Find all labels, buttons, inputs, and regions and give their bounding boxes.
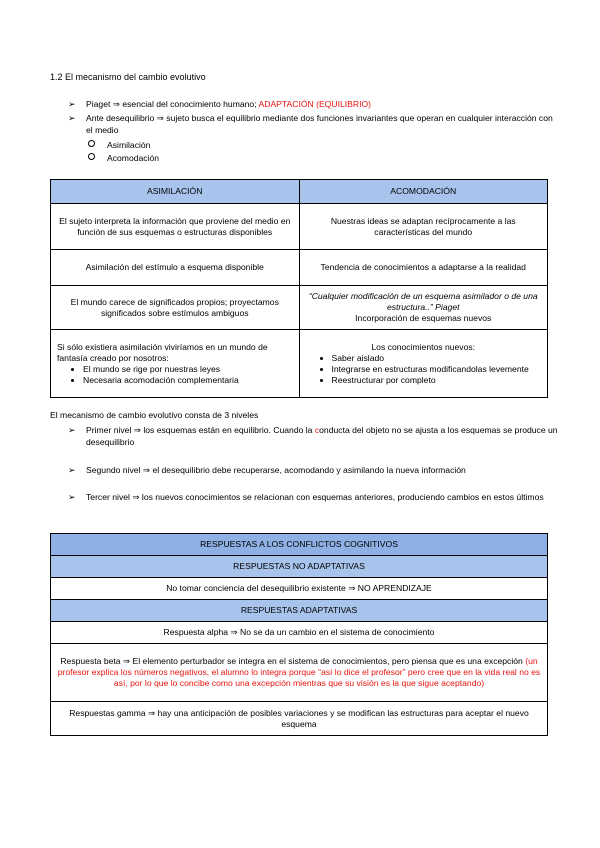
respuesta-beta: Respuesta beta ⇒ El elemento perturbador se integra en el sistema de conocimientos, pero piensa que es una excepción (un profesor explica los números negativos, el alumno lo integra porque “así lo dice el profesor” pero cree que en la vida real no es así, por lo que lo concibe como una excepción mientras que su visión es la que sigue aceptando) bbox=[51, 644, 548, 702]
circle-bullet-icon bbox=[88, 153, 95, 160]
function-item: Asimilación bbox=[88, 139, 150, 151]
respuesta-alpha: Respuesta alpha ⇒ No se da un cambio en el sistema de conocimiento bbox=[51, 622, 548, 644]
table-row bbox=[51, 330, 548, 398]
intro-bullet-piaget: ➢ Piaget ⇒ esencial del conocimiento humano; ADAPTACIÓN (EQUILIBRIO) bbox=[68, 99, 372, 109]
table-header-acomodacion: ACOMODACIÓN bbox=[299, 180, 548, 204]
adaptativas-header: RESPUESTAS ADAPTATIVAS bbox=[51, 600, 548, 622]
arrow-bullet-icon: ➢ bbox=[68, 465, 76, 475]
table-cell: Asimilación del estímulo a esquema disponible bbox=[51, 250, 300, 286]
no-adaptativas-header: RESPUESTAS NO ADAPTATIVAS bbox=[51, 556, 548, 578]
circle-bullet-icon bbox=[88, 140, 95, 147]
respuesta-gamma: Respuestas gamma ⇒ hay una anticipación de posibles variaciones y se modifican las estructuras para aceptar el nuevo esquema bbox=[51, 702, 548, 736]
incorporacion-text: Incorporación de esquemas nuevos bbox=[355, 313, 492, 323]
asimilacion-list bbox=[57, 364, 293, 386]
table-row bbox=[51, 286, 548, 330]
piaget-quote: “Cualquier modificación de un esquema asimilador o de una estructura..” Piaget bbox=[308, 291, 538, 312]
adaptacion-highlight: ADAPTACIÓN (EQUILIBRIO) bbox=[258, 99, 372, 109]
table-row: No tomar conciencia del desequilibrio existente ⇒ NO APRENDIZAJE bbox=[51, 578, 548, 600]
table-row bbox=[51, 250, 548, 286]
table-cell: Si sólo existiera asimilación viviríamos en un mundo de fantasía creado por nosotros: • El mundo se rige por nuestras leyes • Necesaria acomodación complementaria bbox=[51, 330, 300, 398]
function-item: Acomodación bbox=[88, 152, 159, 164]
levels-intro: El mecanismo de cambio evolutivo consta de 3 niveles bbox=[50, 410, 259, 420]
arrow-bullet-icon: ➢ bbox=[68, 425, 76, 435]
table-header-asimilacion: ASIMILACIÓN bbox=[51, 180, 300, 204]
beta-example: (un profesor explica los números negativos, el alumno lo integra porque “así lo dice el profesor” pero cree que en la vida real no es así, por lo que lo concibe como una excepción mientras que su visión es la que sigue aceptando) bbox=[57, 656, 541, 688]
acomodacion-list bbox=[306, 353, 542, 386]
table-cell: Los conocimientos nuevos: • Saber aislado • Integrarse en estructuras modificandolas levemente • Reestructurar por completo bbox=[299, 330, 548, 398]
intro-bullet-desequilibrio: ➢ Ante desequilibrio ⇒ sujeto busca el equilibrio mediante dos funciones invariantes que operan en cualquier interacción con el medio bbox=[68, 113, 553, 135]
list-item: • Reestructurar por completo bbox=[332, 375, 542, 386]
arrow-bullet-icon: ➢ bbox=[68, 492, 76, 502]
table-cell: El sujeto interpreta la información que proviene del medio en función de sus esquemas o estructuras disponibles bbox=[51, 204, 300, 250]
list-item: • Integrarse en estructuras modificandolas levemente bbox=[332, 364, 542, 375]
respuestas-table bbox=[50, 533, 548, 736]
level-bullet: ➢ Primer nivel ⇒ los esquemas están en equilibrio. Cuando la conducta del objeto no se ajusta a los esquemas se produce un desequilibrio bbox=[68, 425, 558, 447]
section-title: 1.2 El mecanismo del cambio evolutivo bbox=[50, 72, 206, 82]
table-row bbox=[51, 204, 548, 250]
list-item: • Necesaria acomodación complementaria bbox=[83, 375, 293, 386]
asimilacion-acomodacion-table bbox=[50, 179, 548, 398]
level-bullet: ➢ Segundo nivel ⇒ el desequilibrio debe recuperarse, acomodando y asimilando la nueva información bbox=[68, 465, 466, 475]
list-item: • El mundo se rige por nuestras leyes bbox=[83, 364, 293, 375]
arrow-bullet-icon: ➢ bbox=[68, 113, 76, 123]
table-cell bbox=[299, 286, 548, 330]
level-bullet: ➢ Tercer nivel ⇒ los nuevos conocimientos se relacionan con esquemas anteriores, produciendo cambios en estos últimos bbox=[68, 492, 544, 502]
table-cell: Tendencia de conocimientos a adaptarse a la realidad bbox=[299, 250, 548, 286]
arrow-bullet-icon: ➢ bbox=[68, 99, 76, 109]
table-cell: El mundo carece de significados propios; proyectamos significados sobre estímulos ambiguos bbox=[51, 286, 300, 330]
list-item: • Saber aislado bbox=[332, 353, 542, 364]
respuestas-title: RESPUESTAS A LOS CONFLICTOS COGNITIVOS bbox=[51, 534, 548, 556]
table-cell: Nuestras ideas se adaptan recíprocamente a las características del mundo bbox=[299, 204, 548, 250]
